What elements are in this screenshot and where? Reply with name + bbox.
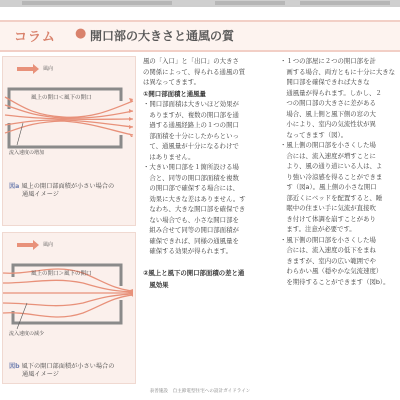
text-line: 組み合せて同等の開口部面積が (143, 226, 239, 234)
middle-text-column (143, 56, 271, 290)
text-line: きますが、室内の広い範囲でや (280, 256, 376, 265)
text-line: す（図a）。風上側の小さな開口 (280, 183, 377, 191)
caption-line-2: 通風イメージ (22, 191, 59, 198)
text-line: わらかい風（穏やかな気流速度） (280, 267, 383, 275)
text-line: ありますが、複数の開口部を通 (143, 110, 239, 119)
section-heading-cont: 風効果 (143, 280, 169, 289)
wind-direction-label: 風向 (43, 242, 54, 248)
caption-line-2: 通風イメージ (22, 371, 59, 378)
page-footer: 表善施設 自主節電型住宅への設計ガイドライン (149, 389, 251, 394)
text-line: 開口部を確保できれば大きな (280, 78, 370, 86)
text-line: なってきます（図）。 (280, 130, 348, 139)
text-line: はありません。 (143, 152, 195, 161)
text-line: ・開口部面積は大きいほど効果が (143, 100, 239, 108)
text-line (143, 257, 271, 268)
text-line: 画する場合、両方ともに十分に大きな (280, 67, 396, 76)
text-line: の開口部で確保する場合には、 (143, 184, 239, 192)
right-text-column (280, 56, 398, 287)
text-line: 通風量が得られます。しかし、２ (280, 88, 382, 97)
figure-number: 図a (9, 183, 20, 190)
text-line: は異なってきます。 (143, 78, 201, 86)
text-line: ・風下側の開口部を小さくした場 (280, 235, 376, 244)
figure-b-caption (9, 363, 114, 379)
text-line: ・大きい開口部を１箇所設ける場 (143, 163, 239, 171)
top-strip-bar (215, 1, 285, 5)
figure-number: 図b (9, 363, 20, 370)
text-line: 小により、室内の気流性状が異 (280, 120, 376, 128)
text-line: ます。注意が必要です。 (280, 225, 356, 233)
note-leader-line (17, 123, 23, 145)
text-line: て、通風量が十分になるわけで (143, 142, 239, 150)
text-line: つの開口部の大きさに差がある (280, 99, 376, 107)
text-line: り強い冷涼感を得ることができま (280, 172, 383, 181)
top-strip-bar (22, 1, 172, 5)
section-heading: ①開口部面積と通風量 (143, 89, 206, 98)
caption-line-1: 風下の開口部面積が小さい場合の (21, 363, 115, 370)
text-line: 合には、流入速度の低下をまね (280, 246, 376, 254)
text-line: より、風の通り道にいる人は、よ (280, 162, 383, 170)
text-line: 部面積を十分にしたからといっ (143, 131, 239, 140)
airflow-arrowheads (129, 98, 133, 137)
inflow-speed-note: 流入速度の増加 (9, 150, 45, 156)
text-line: 合には、流入速度が増すことに (280, 151, 376, 160)
column-header (0, 20, 400, 52)
opening-comparison-label: 風上の開口＜風下の開口 (31, 95, 92, 101)
text-line: ・１つの部屋に２つの開口部を計 (280, 57, 376, 65)
text-line: 合と、同等の開口部面積を複数 (143, 173, 239, 182)
figure-b-diagram (3, 233, 135, 383)
text-line: ・風上側の開口部を小さくした場 (280, 141, 376, 149)
figure-a-caption (9, 183, 114, 199)
bullet-icon: ● (75, 26, 87, 41)
text-line: き付けて体調を崩すことがあり (280, 214, 376, 223)
caption-line-1: 風上の開口部面積が小さい場合の (21, 183, 115, 190)
column-label: コラム (14, 30, 56, 45)
text-line: 確保できれば、同様の通風量を (143, 236, 239, 245)
text-line: 過する通風経路上の１つの開口 (143, 121, 239, 129)
text-line: 効果に大きな差はありません。す (143, 194, 246, 203)
inflow-speed-note: 流入速度の減少 (9, 331, 45, 337)
opening-comparison-label: 風上の開口＞風下の開口 (31, 271, 92, 277)
wind-direction-label: 風向 (43, 66, 54, 72)
text-line: の関係によって、得られる通風の質 (143, 67, 246, 76)
text-line: なわち、大きな開口部を確保でき (143, 205, 246, 213)
figure-a-panel (2, 56, 136, 226)
text-line: 部近くにベッドを配置すると、睡 (280, 193, 383, 202)
text-line: 場合、風上側と風下側の窓の大 (280, 109, 376, 118)
figure-b-panel (2, 232, 136, 384)
figure-a-diagram (3, 57, 135, 225)
text-line: 眠中の住まい手に気流が直接吹 (280, 204, 376, 212)
text-line: ない場合でも、小さな開口部を (143, 215, 239, 224)
section-heading: ②風上と風下の開口部面積の差と通 (143, 269, 245, 277)
text-line: 風の「入口」と「出口」の大きさ (143, 57, 239, 65)
text-line: 確保する効果が得られます。 (143, 247, 232, 255)
note-leader-line (17, 303, 27, 329)
wind-direction-arrow-icon (17, 240, 39, 250)
column-title: 開口部の大きさと通風の質 (90, 29, 235, 43)
wind-direction-arrow-icon (17, 64, 39, 74)
text-line: を期待することができます（図b）。 (280, 277, 390, 286)
airflow-lines (5, 97, 133, 135)
top-strip (0, 0, 400, 7)
top-strip-bar (300, 1, 390, 5)
